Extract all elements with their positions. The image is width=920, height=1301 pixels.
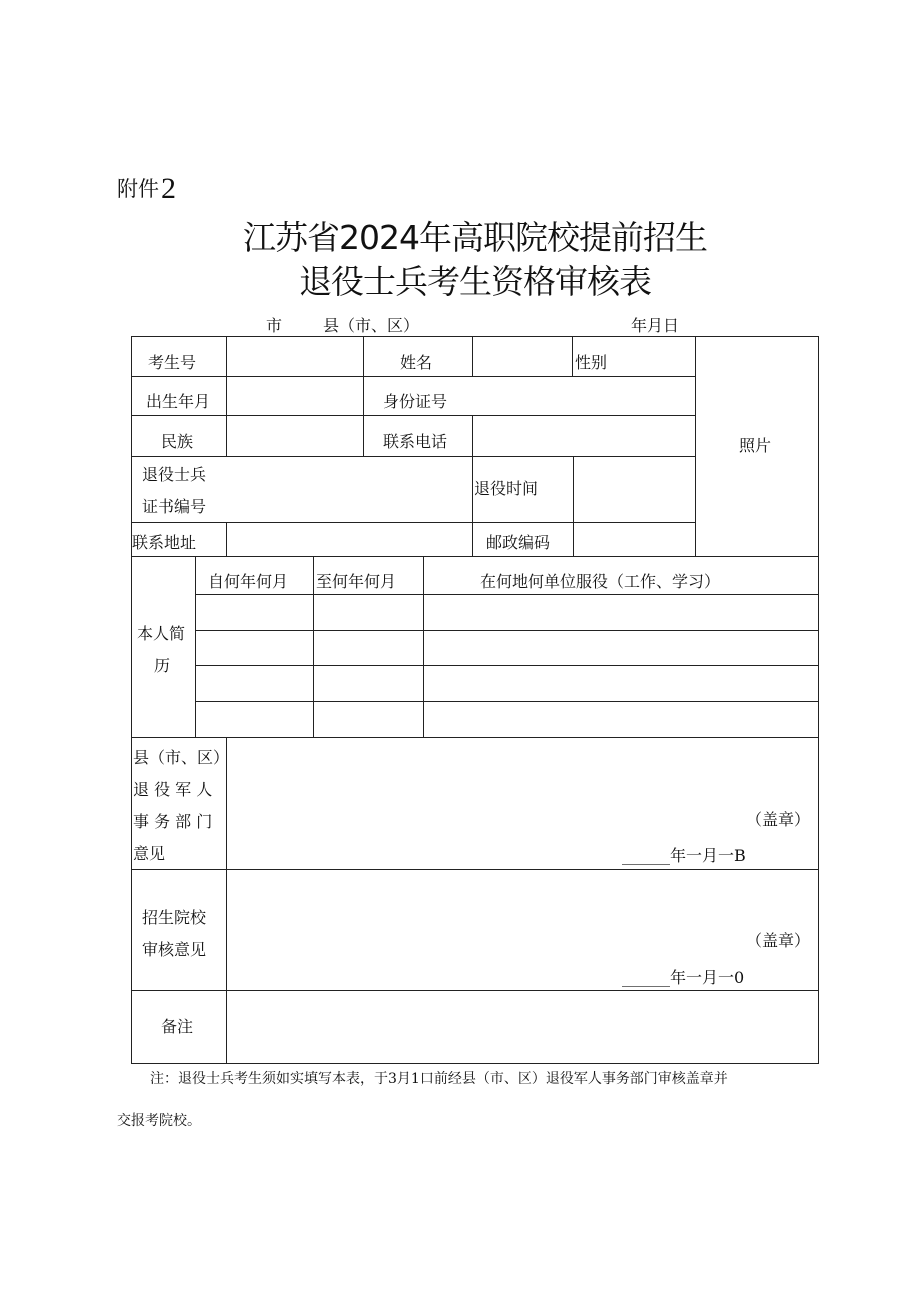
ethnicity-label: 民族	[161, 432, 194, 451]
school-label-line2: 审核意见	[142, 940, 207, 959]
cert-label-line2: 证书编号	[142, 497, 207, 516]
exam-no-label: 考生号	[148, 353, 197, 372]
from-date-header: 自何年何月	[208, 572, 289, 591]
footer-note-line2: 交报考院校。	[117, 1113, 201, 1129]
to-date-header: 至何年何月	[316, 572, 397, 591]
school-date-line	[622, 962, 744, 993]
attachment-number: 2	[161, 172, 176, 205]
school-date-label: 年一月一0	[670, 968, 745, 987]
phone-label: 联系电话	[383, 432, 448, 451]
dept-label-line2: 退 役 军 人	[133, 780, 213, 799]
school-date-blank: ______	[622, 968, 670, 987]
footer-note-line1: 注：退役士兵考生须如实填写本表，于3月1口前经县（市、区）退役军人事务部门审核盖章并	[150, 1071, 728, 1087]
dept-date-blank: ______	[622, 846, 670, 865]
photo-label: 照片	[739, 436, 772, 455]
school-label-line1: 招生院校	[142, 908, 207, 927]
title-line-1: 江苏省2024年高职院校提前招生	[243, 218, 707, 257]
resume-label-line1: 本人简	[137, 624, 186, 643]
gender-label: 性别	[575, 353, 608, 372]
dept-label-line1: 县（市、区）	[133, 748, 230, 767]
cert-label-line1: 退役士兵	[142, 465, 207, 484]
county-label: 县（市、区）	[323, 316, 420, 335]
title-line-2: 退役士兵考生资格审核表	[299, 262, 651, 301]
dept-seal-label: （盖章）	[746, 810, 811, 829]
discharge-time-label: 退役时间	[474, 479, 539, 498]
dept-date-line	[622, 840, 746, 871]
resume-label-line2: 历	[154, 656, 171, 675]
name-label: 姓名	[400, 353, 433, 372]
table-border	[132, 337, 819, 1064]
address-label: 联系地址	[132, 533, 197, 552]
where-header: 在何地何单位服役（工作、学习）	[480, 572, 721, 591]
birth-label: 出生年月	[146, 392, 211, 411]
city-label: 市	[266, 316, 283, 335]
dept-label-line4: 意见	[133, 844, 166, 863]
form-date-label: 年月日	[631, 316, 680, 335]
school-seal-label: （盖章）	[746, 931, 811, 950]
remark-label: 备注	[161, 1017, 194, 1036]
id-no-label: 身份证号	[383, 392, 448, 411]
postcode-label: 邮政编码	[486, 533, 551, 552]
dept-label-line3: 事 务 部 门	[133, 812, 213, 831]
attachment-text: 附件	[117, 177, 159, 201]
dept-date-label: 年一月一B	[670, 846, 746, 865]
